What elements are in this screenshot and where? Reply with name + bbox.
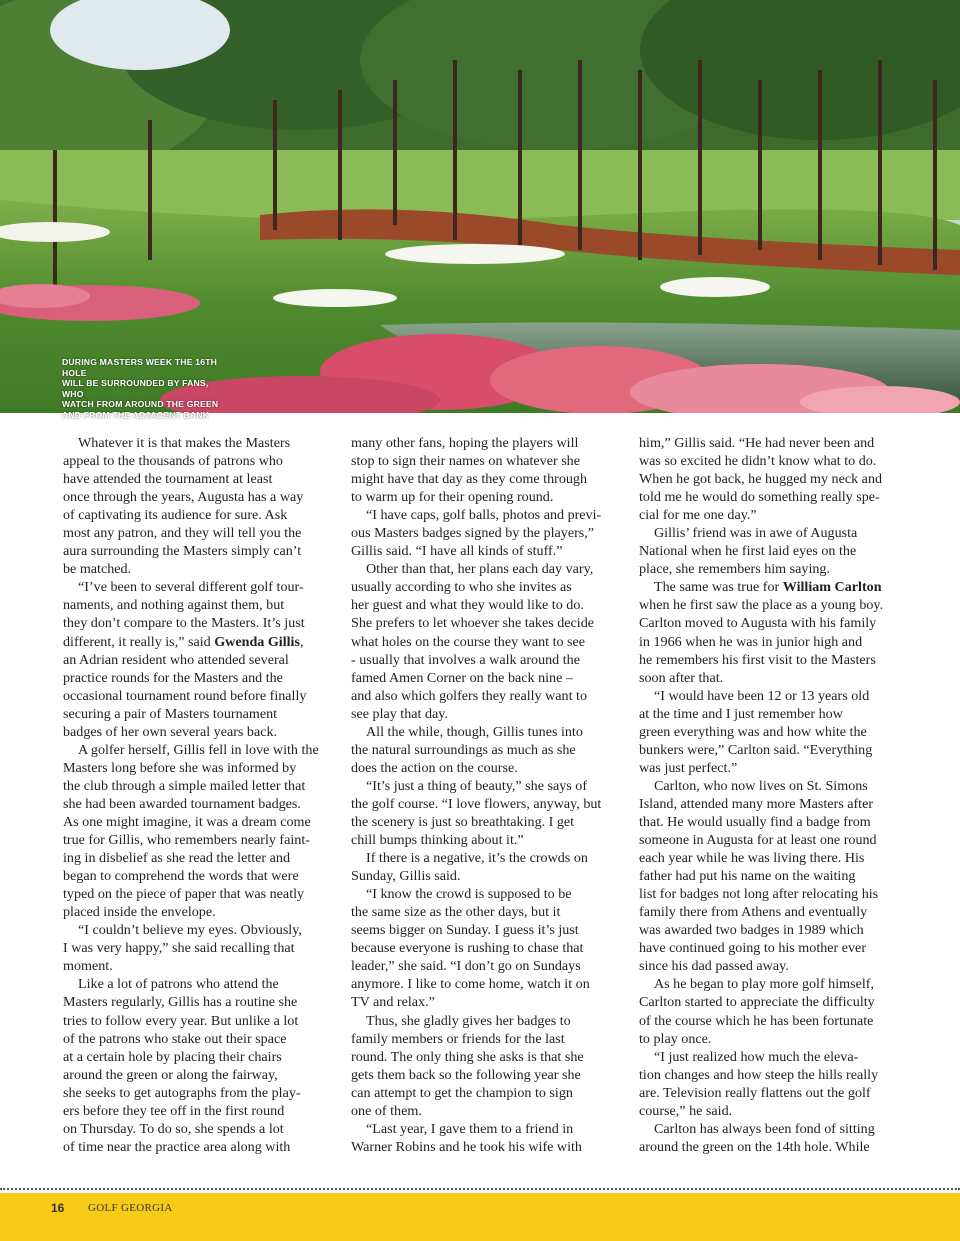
article-line: Masters regularly, Gillis has a routine she	[63, 994, 298, 1011]
article-line: in 1966 when he was in junior high and	[639, 633, 863, 650]
article-line: soon after that.	[639, 669, 724, 686]
article-line: green everything was and how white the	[639, 723, 867, 740]
article-line: was just perfect.”	[639, 759, 738, 776]
article-line: each year while he was living there. His	[639, 850, 865, 867]
article-line: her guest and what they would like to do.	[351, 597, 584, 614]
article-line: one of them.	[351, 1102, 422, 1119]
article-line: gets them back so the following year she	[351, 1066, 581, 1083]
article-line: stop to sign their names on whatever she	[351, 453, 580, 470]
article-column-3	[639, 434, 899, 1156]
article-line: course,” he said.	[639, 1102, 733, 1119]
footer-bar	[0, 1193, 960, 1241]
article-line: “It’s just a thing of beauty,” she says of	[366, 777, 588, 794]
article-line: ing in disbelief as she read the letter and	[63, 850, 290, 867]
page-number: 16	[51, 1201, 65, 1215]
article-line: tion changes and how steep the hills really	[639, 1066, 879, 1083]
footer-divider	[0, 1188, 960, 1190]
article-line: Warner Robins and he took his wife with	[351, 1138, 582, 1155]
article-line: the club through a simple mailed letter that	[63, 777, 306, 794]
article-line: seems bigger on Sunday. I guess it’s just	[351, 922, 579, 939]
article-line: since his dad passed away.	[639, 958, 789, 975]
article-line: “I would have been 12 or 13 years old	[654, 687, 870, 704]
article-line: father had put his name on the waiting	[639, 868, 856, 885]
article-line: - usually that involves a walk around the	[351, 651, 580, 668]
article-line: list for badges not long after relocating his	[639, 886, 879, 903]
article-line: When he got back, he hugged my neck and	[639, 471, 883, 488]
article-line: Carlton has always been fond of sitting	[654, 1120, 875, 1137]
article-line: she seeks to get autographs from the play-	[63, 1084, 301, 1101]
article-line: different, it really is,” said Gwenda Gillis,	[63, 633, 304, 650]
article-line: began to comprehend the words that were	[63, 868, 299, 885]
article-line: be matched.	[63, 561, 132, 578]
article-line: “I have caps, golf balls, photos and previ-	[366, 507, 602, 524]
article-line: aura surrounding the Masters simply can’t	[63, 543, 302, 560]
article-line: “I know the crowd is supposed to be	[366, 886, 572, 903]
article-line: moment.	[63, 958, 113, 975]
article-line: As he began to play more golf himself,	[654, 976, 874, 993]
article-line: family members or friends for the last	[351, 1030, 565, 1047]
article-line: does the action on the course.	[351, 759, 518, 776]
article-line: typed on the piece of paper that was neatly	[63, 886, 305, 903]
article-line: have continued going to his mother ever	[639, 940, 867, 957]
article-line: and also which golfers they really want to	[351, 687, 588, 704]
article-line: Carlton, who now lives on St. Simons	[654, 777, 868, 794]
article-line: place, she remembers him saying.	[639, 561, 830, 578]
article-line: Sunday, Gillis said.	[351, 868, 461, 885]
article-line: once through the years, Augusta has a way	[63, 489, 304, 506]
hero-photo	[0, 0, 960, 413]
article-line: placed inside the envelope.	[63, 904, 216, 921]
article-line: that. He would usually find a badge from	[639, 813, 871, 830]
article-line: bunkers were,” Carlton said. “Everything	[639, 741, 873, 758]
article-line: of captivating its audience for sure. Ask	[63, 507, 288, 524]
article-line: the same size as the other days, but it	[351, 904, 561, 921]
article-line: at a certain hole by placing their chairs	[63, 1048, 282, 1065]
caption-line: WILL BE SURROUNDED BY FANS, WHO	[62, 378, 209, 399]
article-line: National when he first laid eyes on the	[639, 543, 857, 560]
article-line: are. Television really flattens out the golf	[639, 1084, 871, 1101]
article-line: All the while, though, Gillis tunes into	[366, 723, 583, 740]
article-line: Other than that, her plans each day vary,	[366, 561, 594, 578]
article-line: was awarded two badges in 1989 which	[639, 922, 864, 939]
article-line: Island, attended many more Masters after	[639, 795, 874, 812]
article-column-2	[351, 434, 607, 1156]
article-line: round. The only thing she asks is that she	[351, 1048, 584, 1065]
article-line: of the course which he has been fortunate	[639, 1012, 874, 1029]
article-line: appeal to the thousands of patrons who	[63, 453, 283, 470]
article-line: was so excited he didn’t know what to do.	[639, 453, 877, 470]
article-line: Carlton started to appreciate the difficulty	[639, 994, 875, 1011]
article-line: “I just realized how much the eleva-	[654, 1048, 859, 1065]
caption-line: WATCH FROM AROUND THE GREEN	[62, 399, 219, 410]
article-line: true for Gillis, who remembers nearly faint-	[63, 832, 310, 849]
article-column-1	[63, 434, 325, 1156]
article-line: “Last year, I gave them to a friend in	[366, 1120, 574, 1137]
article-line: of the patrons who stake out their space	[63, 1030, 287, 1047]
magazine-name: GOLF GEORGIA	[88, 1202, 173, 1214]
article-line: Carlton moved to Augusta with his family	[639, 615, 877, 632]
article-line: usually according to who she invites as	[351, 579, 572, 596]
article-line: Thus, she gladly gives her badges to	[366, 1012, 571, 1029]
article-line: because everyone is rushing to chase that	[351, 940, 584, 957]
golf-course-photo	[0, 0, 960, 413]
article-line: tries to follow every year. But unlike a lot	[63, 1012, 299, 1029]
article-line: might have that day as they come through	[351, 471, 588, 488]
article-line: famed Amen Corner on the back nine –	[351, 669, 573, 686]
article-line: have attended the tournament at least	[63, 471, 273, 488]
article-line: securing a pair of Masters tournament	[63, 705, 278, 722]
article-line: most any patron, and they will tell you the	[63, 525, 302, 542]
article-line: on Thursday. To do so, she spends a lot	[63, 1120, 284, 1137]
article-line: the natural surroundings as much as she	[351, 741, 576, 758]
article-line: occasional tournament round before finally	[63, 687, 307, 704]
article-line: of time near the practice area along with	[63, 1138, 291, 1155]
article-line: A golfer herself, Gillis fell in love with the	[78, 741, 319, 758]
caption-line: DURING MASTERS WEEK THE 16TH HOLE	[62, 357, 218, 378]
article-line: Like a lot of patrons who attend the	[78, 976, 279, 993]
article-line: TV and relax.”	[351, 994, 435, 1011]
article-line: when he first saw the place as a young boy.	[639, 597, 884, 614]
article-line: “I’ve been to several different golf tour-	[78, 579, 304, 596]
caption-line: AND FROM THE ADJACENT BANK	[62, 409, 210, 420]
article-line: around the green or along the fairway,	[63, 1066, 278, 1083]
article-line: someone in Augusta for at least one round	[639, 832, 877, 849]
article-line: I was very happy,” she said recalling that	[63, 940, 295, 957]
article-line: can attempt to get the champion to sign	[351, 1084, 573, 1101]
article-line: badges of her own several years back.	[63, 723, 278, 740]
article-line: ers before they tee off in the first round	[63, 1102, 285, 1119]
article-line: they don’t compare to the Masters. It’s just	[63, 615, 305, 632]
article-line: to warm up for their opening round.	[351, 489, 554, 506]
article-line: Masters long before she was informed by	[63, 759, 297, 776]
article-line: at the time and I just remember how	[639, 705, 843, 722]
article-line: She prefers to let whoever she takes decide	[351, 615, 595, 632]
photo-caption	[62, 357, 232, 421]
article-line: see play that day.	[351, 705, 448, 722]
article-line: an Adrian resident who attended several	[63, 651, 289, 668]
article-line: the scenery is just so breathtaking. I get	[351, 813, 575, 830]
article-line: naments, and nothing against them, but	[63, 597, 285, 614]
article-line: him,” Gillis said. “He had never been and	[639, 435, 875, 451]
article-line: leader,” she said. “I don’t go on Sundays	[351, 958, 581, 975]
article-line: Gillis said. “I have all kinds of stuff.”	[351, 543, 563, 560]
article-line: cial for me one day.”	[639, 507, 757, 524]
article-line: what holes on the course they want to see	[351, 633, 586, 650]
article-line: the golf course. “I love flowers, anyway, but	[351, 795, 602, 812]
article-line: chill bumps thinking about it.”	[351, 832, 524, 849]
article-line: practice rounds for the Masters and the	[63, 669, 283, 686]
article-line: The same was true for William Carlton	[654, 579, 882, 596]
article-line: told me he would do something really spe-	[639, 489, 880, 506]
article-line: he remembers his first visit to the Masters	[639, 651, 876, 668]
article-line: anymore. I like to come home, watch it on	[351, 976, 590, 993]
article-line: to play once.	[639, 1030, 712, 1047]
article-line: ous Masters badges signed by the players,”	[351, 525, 595, 542]
article-line: family there from Athens and eventually	[639, 904, 868, 921]
article-line: If there is a negative, it’s the crowds on	[366, 850, 588, 867]
article-line: Whatever it is that makes the Masters	[78, 435, 291, 451]
article-line: As one might imagine, it was a dream come	[63, 813, 311, 830]
article-line: “I couldn’t believe my eyes. Obviously,	[78, 922, 302, 939]
article-line: Gillis’ friend was in awe of Augusta	[654, 525, 858, 542]
article-line: she had been awarded tournament badges.	[63, 795, 301, 812]
article-line: around the green on the 14th hole. While	[639, 1138, 870, 1155]
article-line: many other fans, hoping the players will	[351, 435, 579, 451]
